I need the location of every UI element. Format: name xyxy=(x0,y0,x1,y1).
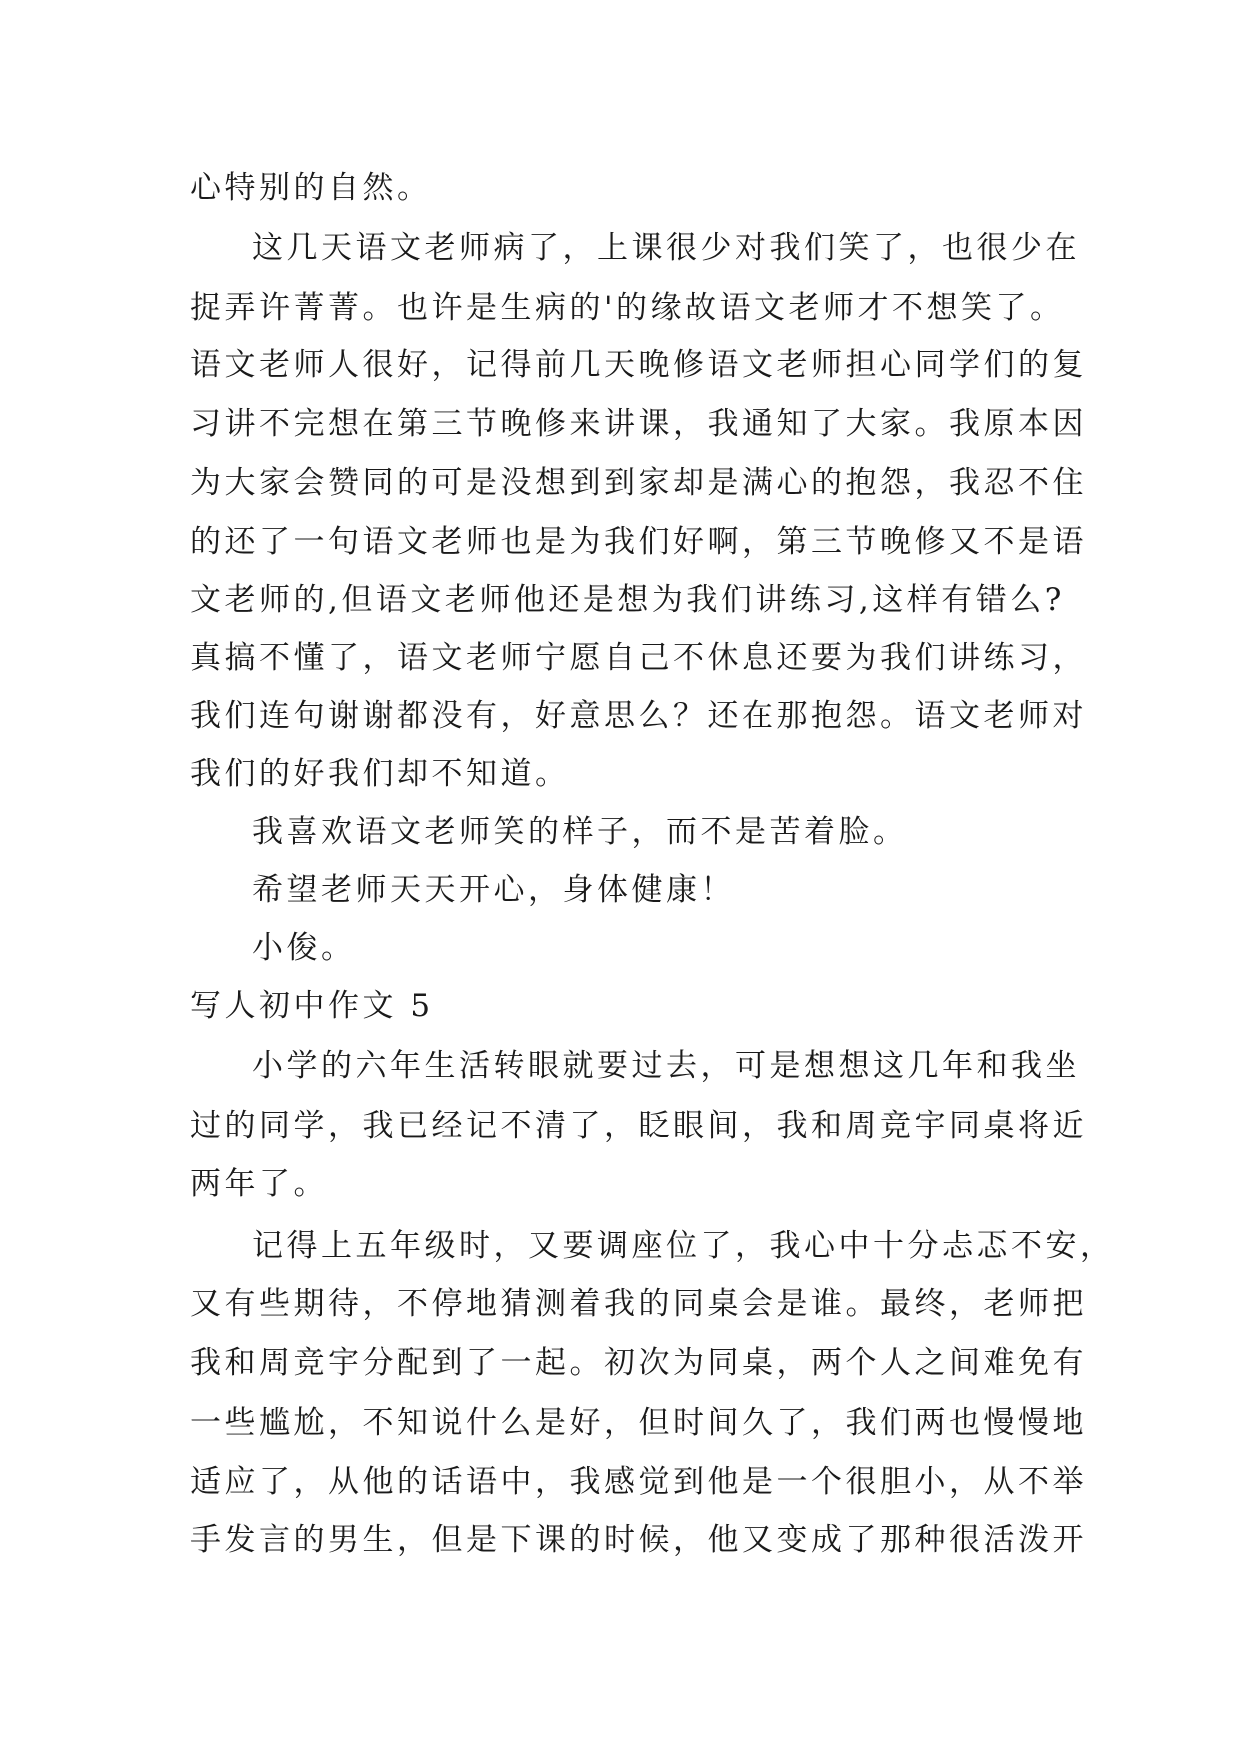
text-line: 捉弄许菁菁。也许是生病的'的缘故语文老师才不想笑了。 xyxy=(190,290,1065,326)
text-line: 小学的六年生活转眼就要过去，可是想想这几年和我坐 xyxy=(252,1048,1080,1084)
text-line: 我们的好我们却不知道。 xyxy=(190,756,570,792)
text-line: 我喜欢语文老师笑的样子，而不是苦着脸。 xyxy=(252,814,908,850)
text-line: 心特别的自然。 xyxy=(190,170,432,206)
text-line: 手发言的男生，但是下课的时候，他又变成了那种很活泼开 xyxy=(190,1522,1087,1558)
text-line: 希望老师天天开心，身体健康！ xyxy=(252,872,735,908)
text-line: 又有些期待，不停地猜测着我的同桌会是谁。最终，老师把 xyxy=(190,1286,1087,1322)
text-line: 我和周竞宇分配到了一起。初次为同桌，两个人之间难免有 xyxy=(190,1345,1087,1381)
text-line: 过的同学，我已经记不清了，眨眼间，我和周竞宇同桌将近 xyxy=(190,1108,1087,1144)
text-line: 文老师的,但语文老师他还是想为我们讲练习,这样有错么? xyxy=(190,582,1065,618)
text-line: 两年了。 xyxy=(190,1166,328,1202)
text-line: 真搞不懂了，语文老师宁愿自己不休息还要为我们讲练习， xyxy=(190,640,1087,676)
text-line: 为大家会赞同的可是没想到到家却是满心的抱怨，我忍不住 xyxy=(190,465,1087,501)
text-line: 小俊。 xyxy=(252,930,356,966)
text-line: 记得上五年级时，又要调座位了，我心中十分忐忑不安， xyxy=(252,1228,1115,1264)
text-line: 我们连句谢谢都没有，好意思么？还在那抱怨。语文老师对 xyxy=(190,698,1087,734)
text-line: 适应了，从他的话语中，我感觉到他是一个很胆小，从不举 xyxy=(190,1464,1087,1500)
text-line: 一些尴尬，不知说什么是好，但时间久了，我们两也慢慢地 xyxy=(190,1405,1087,1441)
text-line: 语文老师人很好，记得前几天晚修语文老师担心同学们的复 xyxy=(190,347,1087,383)
text-line: 习讲不完想在第三节晚修来讲课，我通知了大家。我原本因 xyxy=(190,406,1087,442)
text-line: 的还了一句语文老师也是为我们好啊，第三节晚修又不是语 xyxy=(190,524,1087,560)
text-line: 这几天语文老师病了，上课很少对我们笑了，也很少在 xyxy=(252,230,1080,266)
section-heading: 写人初中作文 5 xyxy=(190,988,434,1024)
